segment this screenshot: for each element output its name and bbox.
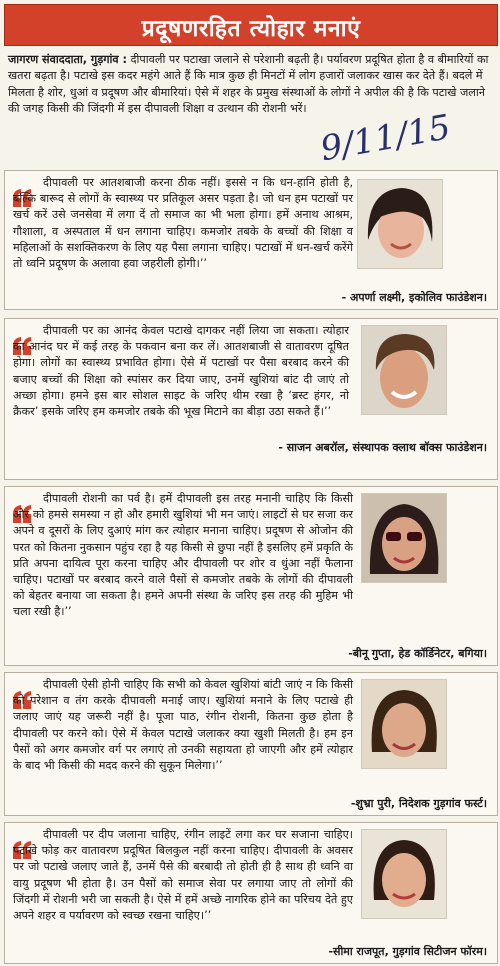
quote-card bbox=[4, 822, 498, 964]
quote-card bbox=[4, 318, 498, 480]
quote-text: दीपावली रोशनी का पर्व है। हमें दीपावली इस तरह मनानी चाहिए कि किसी और को हमसे समस्या न हो और हमारी खुशियां भी मन जाएं। लाइटों से घर सजा कर अपने व दूसरों के लिए दुआएं मांग कर त्योहार मनाना चाहिए। प्रदूषण से ओजोन की परत को कितना नुकसान पहुंच रहा है यह किसी से छुपा नहीं है इसलिए हमें प्रकृति के प्रति अपना दायित्व पूरा करना चाहिए और दीपावली पर शोर व धुंआ नहीं फैलाना चाहिए। पटाखों पर बरबाद करने वाले पैसों से कमजोर तबके के लोगों की दीपावली को बेहतर बनाया जा सकता है। हमने अपनी संस्था के जरिए इस तरह की मुहिम भी चला रखी है।’’ bbox=[13, 492, 353, 619]
portrait-photo bbox=[361, 829, 447, 919]
portrait-photo bbox=[357, 179, 443, 269]
quote-card bbox=[4, 486, 498, 666]
quote-text: दीपावली पर आतशबाजी करना ठीक नहीं। इससे न कि धन-हानि होती है, बल्कि बारूद से लोगों के स्वास्थ्य पर प्रतिकूल असर पड़ता है। जो धन हम पटाखों पर खर्च करें उसे जनसेवा में लगा दें तो समाज का भी भला होगा। हमें अनाथ आश्रम, गौशाला, व अस्पताल में धन लगाना चाहिए। कमजोर तबके के बच्चों की शिक्षा व महिलाओं के सशक्तिकरण के लिए यह पैसा लगाना चाहिए। पटाखों में धन-खर्च करेंगे तो ध्वनि प्रदूषण के अलावा हवा जहरीली होगी।’’ bbox=[13, 176, 353, 271]
portrait-photo bbox=[361, 325, 447, 415]
quote-card bbox=[4, 170, 498, 310]
quote-attribution: -शुभ्रा पुरी, निदेशक गुड़गांव फर्स्ट। bbox=[350, 797, 487, 810]
headline-banner bbox=[4, 4, 498, 46]
intro-text: दीपावली पर पटाखा जलाने से परेशानी बढ़ती है। पर्यावरण प्रदूषित होता है व बीमारियों का खतरा बढ़ता है। पटाखे इस कदर महंगे आते हैं कि मात्र कुछ ही मिनटों में लोग हजारों जलाकर खास कर देते हैं। बदले में मिलता है शोर, धुआं व प्रदूषण और बीमारियां। ऐसे में शहर के प्रमुख संस्थाओं के लोगों ने अपील की है कि पटाखे जलाने की जगह किसी की जिंदगी में इस दीपावली शिक्षा व उत्थान की रोशनी भरें। bbox=[8, 53, 489, 116]
intro-lead: जागरण संवाददाता, गुड़गांव : bbox=[8, 53, 128, 66]
quote-card bbox=[4, 672, 498, 816]
quote-attribution: -बीनू गुप्ता, हेड कॉर्डिनेटर, बगिया। bbox=[348, 647, 487, 660]
intro-paragraph bbox=[8, 52, 492, 118]
portrait-photo bbox=[361, 493, 447, 583]
quote-attribution: - अपर्णा लक्ष्मी, इकोलिव फाउंडेशन। bbox=[341, 291, 487, 304]
quote-text: दीपावली पर का आनंद केवल पटाखे दागकर नहीं लिया जा सकता। त्योहार का आनंद घर में कई तरह के पकवान बना कर लें। आतशबाजी से वातावरण दूषित होगा। लोगों का स्वास्थ्य प्रभावित होगा। ऐसे में पटाखों पर पैसा बरबाद करने की बजाए बच्चों की शिक्षा को स्पांसर कर दिया जाए, उनमें खुशियां बांट दी जाएं तो अच्छा होगा। हमने इस बार सोशल साइट के जरिए थीम रखा है ‘ब्रस्ट हंगर, नो क्रैकर’ इसके जरिए हम कमजोर तबके की भूख मिटाने का बीड़ा उठा सकते हैं।’’ bbox=[13, 324, 349, 419]
portrait-photo bbox=[361, 679, 447, 769]
handwritten-date-text: 9/11/15 bbox=[317, 107, 454, 170]
quote-text: दीपावली ऐसी होनी चाहिए कि सभी को केवल खुशियां बांटी जाएं न कि किसी को परेशान व तंग करके दीपावली मनाई जाए। खुशियां मनाने के लिए पटाखे ही जलाए जाएं यह जरूरी नहीं है। पूजा पाठ, रंगीन रोशनी, कितना कुछ होता है दीपावली पर करने को। ऐसे में केवल पटाखे जलाकर क्या खुशी मिलती है। हम इन पैसों को अगर कमजोर वर्ग पर लगाएं तो उनकी सहायता हो जाएगी और हमें त्योहार के बाद भी किसी की मदद करने की सुकून मिलेगा।’’ bbox=[13, 678, 353, 773]
quote-attribution: -सीमा राजपूत, गुड़गांव सिटीजन फॉरम। bbox=[328, 945, 487, 958]
quote-attribution: - साजन अबरॉल, संस्थापक क्लाथ बॉक्स फाउंडेशन। bbox=[278, 441, 487, 454]
headline-title: प्रदूषणरहित त्योहार मनाएं bbox=[141, 16, 361, 42]
quote-text: दीपावली पर दीप जलाना चाहिए, रंगीन लाइटें लगा कर घर सजाना चाहिए। पटाखे फोड़ कर वातावरण प्रदूषित बिलकुल नहीं करना चाहिए। दीपावली के अवसर पर जो पटाखे जलाए जाते हैं, उनमें पैसे की बरबादी तो होती ही है साथ ही ध्वनि वा वायु प्रदूषण भी होता है। उन पैसों को समाज सेवा पर लगाया जाए तो लोगों की जिंदगी में रोशनी भरी जा सकती है। ऐसे में हमें अच्छे नागरिक होने का परिचय देते हुए अपने शहर व पर्यावरण को स्वच्छ रखना चाहिए।’’ bbox=[13, 828, 353, 923]
